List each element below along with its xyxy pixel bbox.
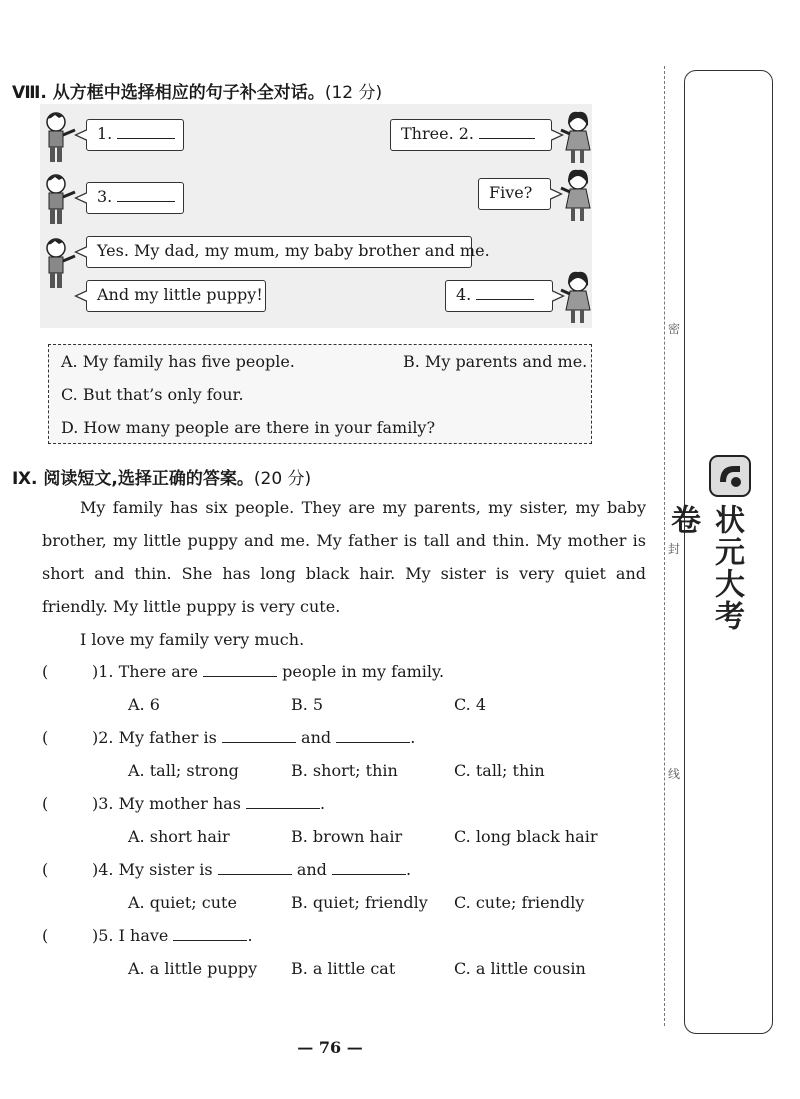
question-1-stem: There are <box>118 662 198 681</box>
question-2-blank-2[interactable] <box>336 728 410 743</box>
question-4-blank-1[interactable] <box>218 860 292 875</box>
question-1-stem-end: people in my family. <box>282 662 445 681</box>
q4-choice-b[interactable]: B. quiet; friendly <box>291 893 428 912</box>
option-b: B. My parents and me. <box>403 352 588 371</box>
bubble-3-text: 3. <box>97 187 113 206</box>
bubble-3 <box>86 182 184 214</box>
section9-heading <box>12 464 311 489</box>
boy-figure-1 <box>42 110 78 166</box>
boy-figure-3 <box>42 236 78 292</box>
q4-choice-c[interactable]: C. cute; friendly <box>454 893 585 912</box>
reading-passage-closing: I love my family very much. <box>80 630 305 649</box>
question-2-period: . <box>410 728 416 747</box>
reading-passage: My family has six people. They are my parents, my sister, my baby brother, my little puppy and me. My father is tall and thin. My mother is short and thin. She has long black hair. My sister is very quiet and friendly. My little puppy is very cute. <box>42 498 646 616</box>
section8-score: (12 分) <box>324 83 383 103</box>
girl-figure-2 <box>558 168 594 224</box>
binding-cut-line <box>664 66 665 1026</box>
question-4-stem: My sister is <box>118 860 213 879</box>
question-3-period: . <box>320 794 326 813</box>
answer-paren-5[interactable]: ( <box>42 926 49 945</box>
q3-choice-a[interactable]: A. short hair <box>128 827 230 846</box>
question-2-stem: My father is <box>118 728 217 747</box>
q2-choice-c[interactable]: C. tall; thin <box>454 761 545 780</box>
question-2 <box>92 728 415 747</box>
q5-choice-b[interactable]: B. a little cat <box>291 959 396 978</box>
q2-choice-a[interactable]: A. tall; strong <box>128 761 239 780</box>
bubble-1 <box>86 119 184 151</box>
bubble-7-text: 4. <box>456 285 472 304</box>
answer-paren-1[interactable]: ( <box>42 662 49 681</box>
question-2-and: and <box>301 728 332 747</box>
option-d: D. How many people are there in your family? <box>61 418 436 437</box>
section8-heading <box>12 78 382 103</box>
boy-figure-2 <box>42 172 78 228</box>
page-number: — 76 — <box>297 1038 363 1057</box>
question-4-and: and <box>296 860 327 879</box>
bubble-5 <box>86 236 490 268</box>
bubble-4 <box>478 178 551 210</box>
bubble-5-text: Yes. My dad, my mum, my baby brother and me. <box>97 241 490 260</box>
question-3-blank[interactable] <box>246 794 320 809</box>
question-5 <box>92 926 253 945</box>
options-box <box>48 344 592 444</box>
question-1-blank[interactable] <box>203 662 277 677</box>
q2-choice-b[interactable]: B. short; thin <box>291 761 398 780</box>
question-4-number: )4. <box>92 860 114 879</box>
question-5-number: )5. <box>92 926 114 945</box>
bubble-6 <box>86 280 266 312</box>
bubble-6-text: And my little puppy! <box>97 285 263 304</box>
q1-choice-a[interactable]: A. 6 <box>128 695 160 714</box>
section9-score: (20 分) <box>253 469 312 489</box>
option-a: A. My family has five people. <box>61 352 295 371</box>
question-1 <box>92 662 444 681</box>
q5-choice-c[interactable]: C. a little cousin <box>454 959 586 978</box>
answer-blank-2[interactable] <box>479 124 535 139</box>
q1-choice-c[interactable]: C. 4 <box>454 695 487 714</box>
question-5-blank[interactable] <box>173 926 247 941</box>
q5-choice-a[interactable]: A. a little puppy <box>128 959 258 978</box>
answer-blank-1[interactable] <box>117 124 175 139</box>
bubble-1-text: 1. <box>97 124 113 143</box>
answer-blank-4[interactable] <box>476 285 534 300</box>
brand-logo-icon <box>706 452 754 500</box>
question-3-number: )3. <box>92 794 114 813</box>
bubble-4-text: Five? <box>489 183 533 202</box>
question-3-stem: My mother has <box>118 794 241 813</box>
q3-choice-b[interactable]: B. brown hair <box>291 827 403 846</box>
binding-label-line: 线 <box>668 767 681 781</box>
question-2-number: )2. <box>92 728 114 747</box>
binding-label-fold: 封 <box>668 542 681 556</box>
bubble-2-text: Three. 2. <box>401 124 474 143</box>
question-4-blank-2[interactable] <box>332 860 406 875</box>
q4-choice-a[interactable]: A. quiet; cute <box>128 893 237 912</box>
binding-label-seal: 密 <box>668 322 681 336</box>
q1-choice-b[interactable]: B. 5 <box>291 695 324 714</box>
bubble-2 <box>390 119 552 151</box>
bubble-7 <box>445 280 553 312</box>
question-3 <box>92 794 325 813</box>
section8-title: Ⅷ. 从方框中选择相应的句子补全对话。 <box>12 83 325 103</box>
brand-name: 状元大考卷 <box>665 504 744 632</box>
question-2-blank-1[interactable] <box>222 728 296 743</box>
question-5-stem: I have <box>118 926 169 945</box>
question-4 <box>92 860 411 879</box>
answer-paren-3[interactable]: ( <box>42 794 49 813</box>
answer-paren-2[interactable]: ( <box>42 728 49 747</box>
question-1-number: )1. <box>92 662 114 681</box>
question-5-period: . <box>247 926 253 945</box>
question-4-period: . <box>406 860 412 879</box>
answer-paren-4[interactable]: ( <box>42 860 49 879</box>
q3-choice-c[interactable]: C. long black hair <box>454 827 598 846</box>
section9-title: Ⅸ. 阅读短文,选择正确的答案。 <box>12 469 254 489</box>
answer-blank-3[interactable] <box>117 187 175 202</box>
option-c: C. But that’s only four. <box>61 385 244 404</box>
